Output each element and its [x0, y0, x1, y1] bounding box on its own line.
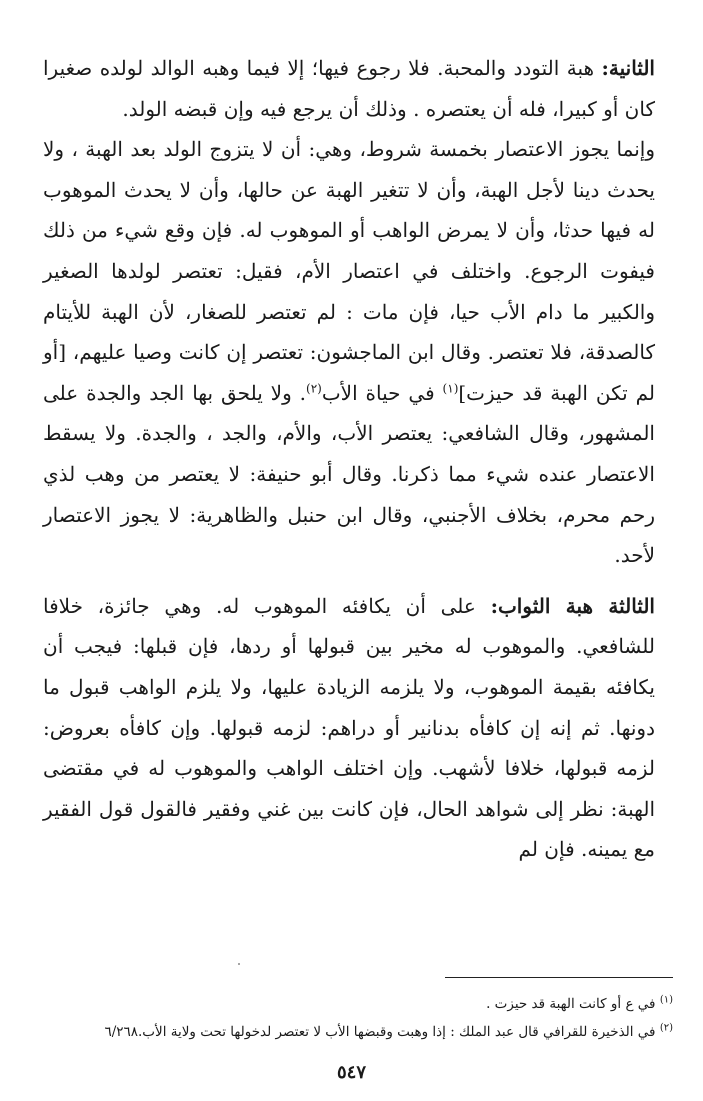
paragraph-text: هبة التودد والمحبة. فلا رجوع فيها؛ إلا فيما وهبه الوالد لولده صغيرا كان أو كبيرا، فله أن يعتصره . وذلك أن يرجع فيه وإن قبضه الولد.	[43, 56, 655, 121]
paragraph-text: . ولا يلحق بها الجد والجدة على المشهور، وقال الشافعي: يعتصر الأب، والأم، والجد ، والجدة. ولا يسقط الاعتصار عنده شيء مما ذكرنا. وقال أبو حنيفة: لا يعتصر من وهب لذي رحم محرم، بخلاف الأجنبي، وقال ابن حنبل والظاهرية: لا يجوز الاعتصار لأحد.	[43, 380, 656, 568]
scan-speck	[238, 963, 240, 965]
footnote-2	[33, 1018, 673, 1046]
main-text	[43, 48, 655, 870]
paragraph-text: على أن يكافئه الموهوب له. وهي جائزة، خلافا للشافعي. والموهوب له مخير بين قبولها أو ردها، فإن قبلها: فيجب أن يكافئه بقيمة الموهوب، ولا يلزمه الزيادة عليها، ولا يلزم الواهب قبول ما دونها. ثم إنه إن كافأه بدنانير أو دراهم: لزمه قبولها. وإن كافأه بعروض: لزمه قبولها، خلافا لأشهب. وإن اختلف الواهب والموهوب له في مقتضى الهبة: نظر إلى شواهد الحال، فإن كانت بين غني وفقير فالقول قول الفقير مع يمينه. فإن لم	[43, 593, 656, 862]
paragraph-text: في حياة الأب	[321, 380, 443, 405]
paragraph-spacer	[43, 576, 655, 586]
footnote-1	[33, 990, 673, 1018]
paragraph-conditions	[43, 129, 655, 576]
footnote-mark: (١)	[659, 994, 673, 1006]
footnotes	[33, 990, 673, 1046]
paragraph-third-gift-type	[43, 586, 655, 870]
paragraph-text: وإنما يجوز الاعتصار بخمسة شروط، وهي: أن لا يتزوج الولد بعد الهبة ، ولا يحدث دينا لأجل الهبة، وأن لا تتغير الهبة عن حالها، وأن لا يحدث الموهوب له فيها حدثا، وأن لا يمرض الواهب أو الموهوب له. فإن وقع شيء من ذلك فيفوت الرجوع. واختلف في اعتصار الأم، فقيل: تعتصر لولدها الصغير والكبير ما دام الأب حيا، فإن مات : لم تعتصر للصغار، لأن الهبة للأيتام كالصدقة، فلا تعتصر. وقال ابن الماجشون: تعتصر إن كانت وصيا عليهم، [أو لم تكن الهبة قد حيزت]	[43, 137, 655, 405]
section-term: الثالثة هبة الثواب:	[490, 593, 655, 618]
footnote-divider	[445, 977, 673, 978]
page-number: ٥٤٧	[336, 1062, 366, 1083]
footnote-mark: (٢)	[659, 1022, 673, 1034]
paragraph-second-gift-type	[43, 48, 655, 129]
footnote-text: في الذخيرة للقرافي قال عبد الملك : إذا وهبت وقبضها الأب لا تعتصر لدخولها تحت ولاية الأب.٦/٢٦٨	[104, 1024, 660, 1040]
footnote-ref-1[interactable]: (١)	[442, 381, 459, 396]
footnote-ref-2[interactable]: (٢)	[306, 381, 322, 396]
footnote-text: في ع أو كانت الهبة قد حيزت .	[486, 996, 660, 1012]
section-term: الثانية:	[601, 56, 655, 80]
